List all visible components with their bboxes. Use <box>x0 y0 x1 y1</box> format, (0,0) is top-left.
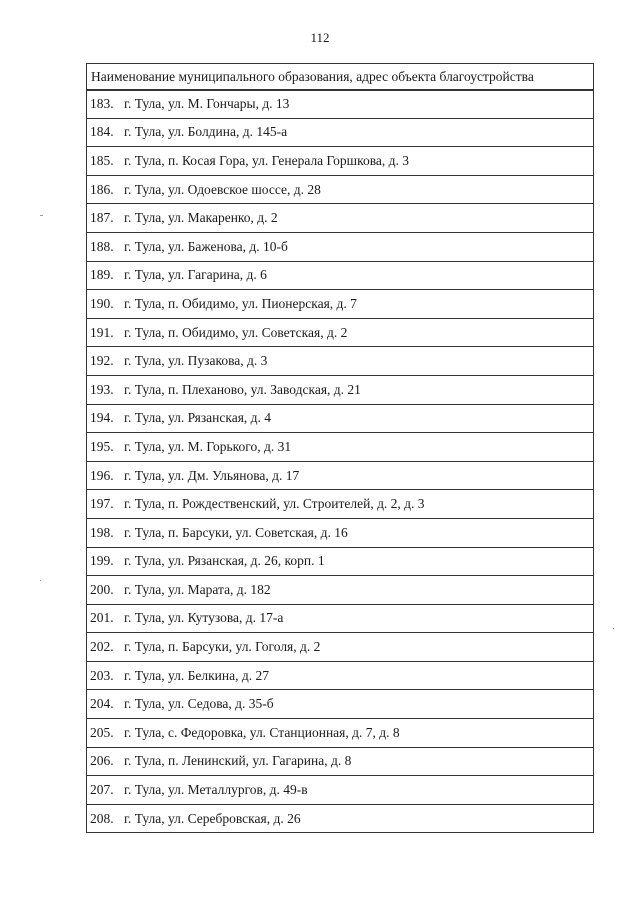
row-number: 203. <box>90 667 114 683</box>
row-address: г. Тула, ул. Седова, д. 35-б <box>124 696 274 712</box>
row-address: г. Тула, п. Рождественский, ул. Строителей, д. 2, д. 3 <box>124 496 425 512</box>
table-row <box>87 433 593 462</box>
table-row <box>87 176 593 205</box>
row-address: г. Тула, ул. М. Гончары, д. 13 <box>124 96 290 112</box>
row-address: г. Тула, п. Барсуки, ул. Гоголя, д. 2 <box>124 639 321 655</box>
row-address: г. Тула, ул. М. Горького, д. 31 <box>124 438 292 454</box>
address-table <box>86 63 594 833</box>
row-number: 185. <box>90 152 114 168</box>
scan-mark <box>613 628 614 629</box>
table-row <box>87 490 593 519</box>
table-row <box>87 548 593 577</box>
row-address: г. Тула, п. Обидимо, ул. Советская, д. 2 <box>124 324 348 340</box>
table-row <box>87 519 593 548</box>
row-address: г. Тула, ул. Кутузова, д. 17-а <box>124 610 284 626</box>
table-row <box>87 147 593 176</box>
table-row <box>87 347 593 376</box>
row-address: г. Тула, ул. Серебровская, д. 26 <box>124 810 301 826</box>
row-address: г. Тула, п. Обидимо, ул. Пионерская, д. 7 <box>124 295 357 311</box>
table-row <box>87 90 593 119</box>
row-address: г. Тула, ул. Рязанская, д. 4 <box>124 410 272 426</box>
row-address: г. Тула, ул. Баженова, д. 10-б <box>124 238 288 254</box>
table-row <box>87 119 593 148</box>
row-address: г. Тула, ул. Рязанская, д. 26, корп. 1 <box>124 553 325 569</box>
row-address: г. Тула, п. Ленинский, ул. Гагарина, д. 8 <box>124 753 352 769</box>
row-number: 188. <box>90 238 114 254</box>
row-address: г. Тула, ул. Пузакова, д. 3 <box>124 353 268 369</box>
row-number: 192. <box>90 353 114 369</box>
table-row <box>87 776 593 805</box>
row-address: г. Тула, п. Косая Гора, ул. Генерала Горшкова, д. 3 <box>124 152 409 168</box>
table-row <box>87 633 593 662</box>
row-address: г. Тула, ул. Болдина, д. 145-а <box>124 124 288 140</box>
row-number: 197. <box>90 496 114 512</box>
table-row <box>87 319 593 348</box>
table-row <box>87 262 593 291</box>
table-row <box>87 204 593 233</box>
row-address: г. Тула, ул. Макаренко, д. 2 <box>124 210 278 226</box>
table-row <box>87 748 593 777</box>
row-number: 198. <box>90 524 114 540</box>
row-number: 187. <box>90 210 114 226</box>
row-number: 200. <box>90 581 114 597</box>
row-number: 208. <box>90 810 114 826</box>
scan-mark <box>40 580 41 581</box>
row-number: 186. <box>90 181 114 197</box>
row-address: г. Тула, ул. Металлургов, д. 49-в <box>124 782 308 798</box>
row-number: 196. <box>90 467 114 483</box>
row-number: 202. <box>90 639 114 655</box>
table-row <box>87 290 593 319</box>
row-number: 207. <box>90 782 114 798</box>
row-number: 183. <box>90 96 114 112</box>
table-row <box>87 805 593 834</box>
row-number: 199. <box>90 553 114 569</box>
table-row <box>87 462 593 491</box>
row-number: 205. <box>90 724 114 740</box>
row-number: 184. <box>90 124 114 140</box>
table-row <box>87 719 593 748</box>
row-number: 190. <box>90 295 114 311</box>
row-number: 193. <box>90 381 114 397</box>
row-number: 195. <box>90 438 114 454</box>
row-address: г. Тула, ул. Белкина, д. 27 <box>124 667 269 683</box>
row-number: 189. <box>90 267 114 283</box>
row-address: г. Тула, п. Барсуки, ул. Советская, д. 16 <box>124 524 348 540</box>
table-row <box>87 605 593 634</box>
row-address: г. Тула, с. Федоровка, ул. Станционная, д. 7, д. 8 <box>124 724 400 740</box>
row-address: г. Тула, ул. Одоевское шоссе, д. 28 <box>124 181 321 197</box>
row-number: 206. <box>90 753 114 769</box>
row-address: г. Тула, ул. Марата, д. 182 <box>124 581 271 597</box>
table-row <box>87 690 593 719</box>
table-row <box>87 233 593 262</box>
page-number: 112 <box>310 30 330 45</box>
table-row <box>87 662 593 691</box>
table-row <box>87 376 593 405</box>
row-address: г. Тула, ул. Дм. Ульянова, д. 17 <box>124 467 300 483</box>
table-row <box>87 405 593 434</box>
row-address: г. Тула, п. Плеханово, ул. Заводская, д. 21 <box>124 381 361 397</box>
row-number: 201. <box>90 610 114 626</box>
scan-mark <box>40 215 43 216</box>
table-row <box>87 576 593 605</box>
row-number: 194. <box>90 410 114 426</box>
row-address: г. Тула, ул. Гагарина, д. 6 <box>124 267 267 283</box>
row-number: 204. <box>90 696 114 712</box>
row-number: 191. <box>90 324 114 340</box>
table-header: Наименование муниципального образования, адрес объекта благоустройства <box>87 64 593 90</box>
